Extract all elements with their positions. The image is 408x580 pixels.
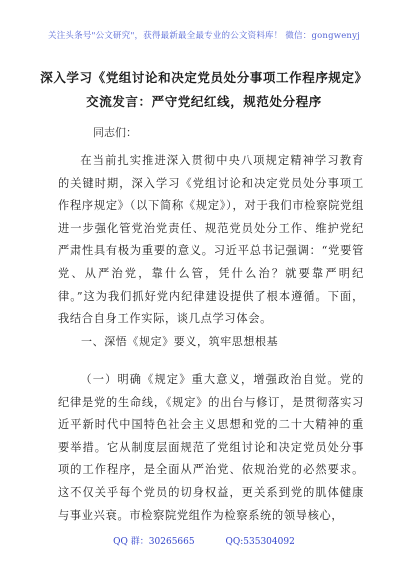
footer-qq-number: QQ:535304092	[225, 537, 295, 547]
footer-contact	[0, 534, 408, 547]
header-promo: 关注头条号"公文研究"，获得最新最全最专业的公文资料库！ 微信：gongwenyj	[48, 31, 360, 41]
section-heading-1: 一、深悟《规定》要义，筑牢思想根基	[81, 335, 279, 348]
document-title-line1: 深入学习《党组讨论和决定党员处分事项工作程序规定》	[40, 70, 368, 85]
greeting: 同志们：	[93, 126, 137, 139]
paragraph-intro: 在当前扎实推进深入贯彻中央八项规定精神学习教育的关键时期，深入学习《党组讨论和决定党员处分事项工作程序规定》（以下简称《规定》），对于我们市检察院党组进一步强化管党治党责任、规范党员处分工作、维护党纪严肃性具有极为重要的意义。习近平总书记强调：“党要管党、从严治党，靠什么管，凭什么治？就要靠严明纪律。”这为我们抓好党内纪律建设提供了根本遵循。下面，我结合自身工作实际，谈几点学习体会。	[58, 154, 364, 326]
paragraph-significance: （一）明确《规定》重大意义，增强政治自觉。党的纪律是党的生命线，《规定》的出台与修订，是贯彻落实习近平新时代中国特色社会主义思想和党的二十大精神的重要举措。它从制度层面规范了党组讨论和决定党员处分事项的工作程序，是全面从严治党、依规治党的必然要求。这不仅关乎每个党员的切身权益，更关系到党的肌体健康与事业兴衰。市检察院党组作为检察系统的领导核心，	[58, 373, 364, 522]
footer-qq-group: QQ 群：30265665	[113, 537, 195, 547]
document-title-line2: 交流发言：严守党纪红线，规范处分程序	[86, 94, 322, 109]
